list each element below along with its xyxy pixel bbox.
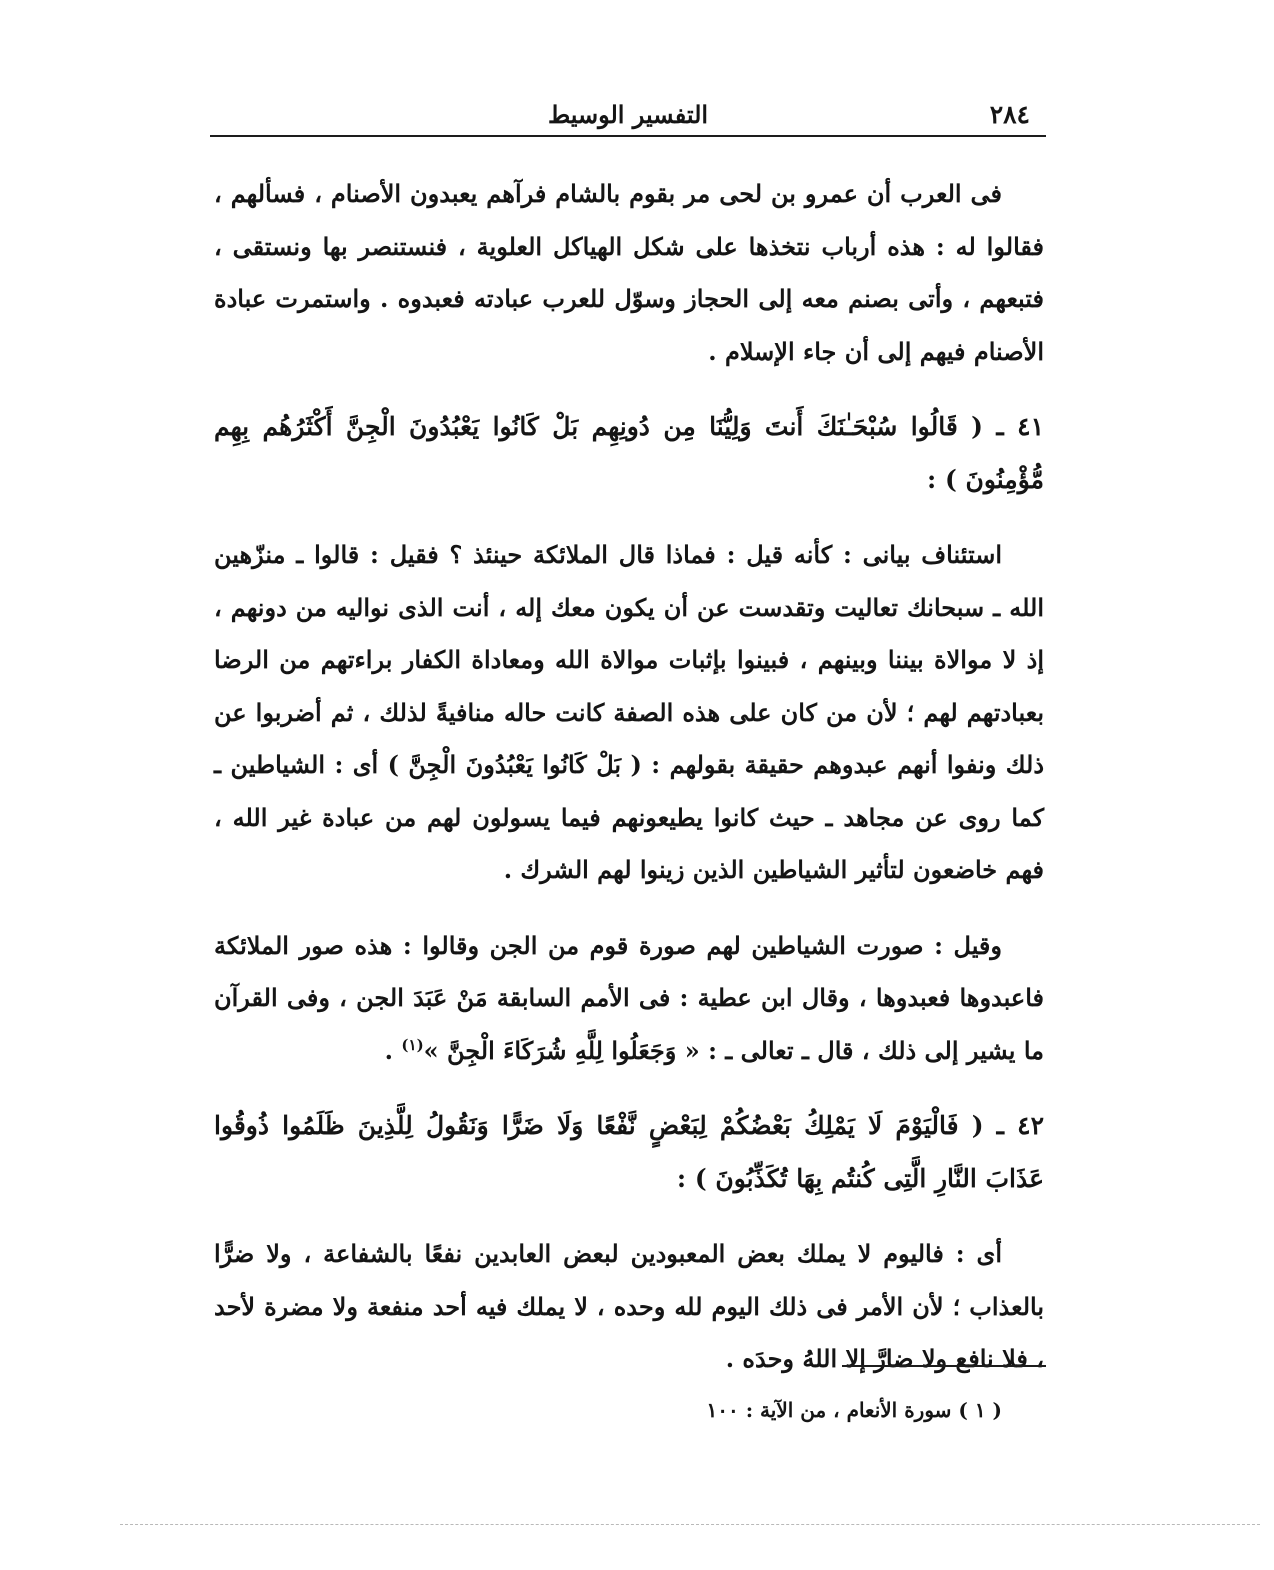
verse-line: ٤٢ ـ ( فَالْيَوْمَ لَا يَمْلِكُ بَعْضُكُمْ لِبَعْضٍ نَّفْعًا وَلَا ضَرًّا وَنَقُولُ لِلَّذِينَ ظَلَمُوا ذُوقُوا xyxy=(214,1111,1044,1140)
running-title: التفسير الوسيط xyxy=(547,100,709,129)
verse-line: عَذَابَ النَّارِ الَّتِى كُنتُم بِهَا تُكَذِّبُونَ ) : xyxy=(676,1163,1044,1193)
page-number: ٢٨٤ xyxy=(989,100,1030,129)
footnote-reference[interactable]: (١) xyxy=(401,1035,424,1054)
paragraph-alternative-view xyxy=(214,920,1044,1078)
text-line: الأصنام فيهم إلى أن جاء الإسلام . xyxy=(708,336,1044,366)
text-line: مجاهد ـ حيث كانوا يطيعونهم فيما يسولون لهم من عبادة غير الله ، فهم خاضعون لتأثير xyxy=(214,802,1044,884)
text-line: وقيل : صورت الشياطين لهم صورة قوم من الجن وقالوا : هذه صور الملائكة xyxy=(214,930,1002,960)
paragraph-commentary-41 xyxy=(214,529,1044,897)
paragraph-commentary-42 xyxy=(214,1228,1044,1386)
text-line: فتبعهم ، وأتى بصنم معه إلى الحجاز وسوّل للعرب عبادته فعبدوه . واستمرت عبادة xyxy=(214,284,1044,313)
text-line: لأن من كان على هذه الصفة كانت حاله منافيةً لذلك ، ثم أضربوا عن ذلك ونفوا أنهم xyxy=(214,697,1045,779)
page-header xyxy=(210,96,1046,136)
text-line: بيننا وبينهم ، فبينوا بإثبات موالاة الله ومعاداة الكفار براءتهم من الرضا بعبادتهم لهم ؛ xyxy=(214,645,1044,727)
text-line: أى : فاليوم لا يملك بعض المعبودين لبعض العابدين نفعًا بالشفاعة ، ولا ضرًّا بالعذاب ؛ xyxy=(214,1239,1044,1321)
text-line: الشياطين الذين زينوا لهم الشرك . xyxy=(503,855,848,884)
text-line: فقالوا له : هذه أرباب نتخذها على شكل الهياكل العلوية ، فنستنصر بها ونستقى ، xyxy=(214,231,1044,261)
text-line: استئناف بيانى : كأنه قيل : فماذا قال الملائكة حينئذ ؟ فقيل : قالوا ـ منزّهين الله ـ xyxy=(214,540,1044,622)
text-line: فى العرب أن عمرو بن لحى مر بقوم بالشام فرآهم يعبدون الأصنام ، فسألهم ، xyxy=(214,179,1002,208)
text-line: ولا ضارَّ إلا اللهُ وحدَه . xyxy=(725,1344,948,1373)
verse-line: مُّؤْمِنُونَ ) : xyxy=(927,464,1044,494)
text-line: سبحانك تعاليت وتقدست عن أن يكون معك إله ، أنت الذى نواليه من دونهم ، إذ لا موالاة xyxy=(214,592,1045,674)
footnote: ( ١ ) سورة الأنعام ، من الآية : ١٠٠ xyxy=(706,1398,1002,1422)
scan-edge-line xyxy=(120,1524,1260,1525)
verse-42 xyxy=(214,1100,1044,1205)
text-line: عبدوهم حقيقة بقولهم : ( بَلْ كَانُوا يَعْبُدُونَ الْجِنَّ ) أى : الشياطين ـ كما روى عن xyxy=(214,750,1044,832)
text-line: ما يشير إلى ذلك ، قال ـ تعالى ـ : « وَجَعَلُوا لِلَّهِ شُرَكَاءَ الْجِنَّ » xyxy=(423,1035,1044,1065)
text-line-end: . xyxy=(384,1035,402,1065)
text-line: لأن الأمر فى ذلك اليوم لله وحده ، لا يملك فيه أحد منفعة ولا مضرة لأحد ، فلا نافع xyxy=(214,1291,1044,1373)
text-line: فاعبدوها فعبدوها ، وقال ابن عطية : فى الأمم السابقة مَنْ عَبَدَ الجن ، وفى القرآن xyxy=(214,983,1044,1012)
page-body xyxy=(214,168,1044,1409)
paragraph-history xyxy=(214,168,1044,378)
header-rule xyxy=(210,135,1046,137)
footnote-rule xyxy=(842,1365,1046,1367)
verse-line: ٤١ ـ ( قَالُوا سُبْحَـٰنَكَ أَنتَ وَلِيُّنَا مِن دُونِهِم بَلْ كَانُوا يَعْبُدُونَ الْجِنَّ أَكْثَرُهُم بِهِم xyxy=(214,412,1044,441)
verse-41 xyxy=(214,401,1044,506)
